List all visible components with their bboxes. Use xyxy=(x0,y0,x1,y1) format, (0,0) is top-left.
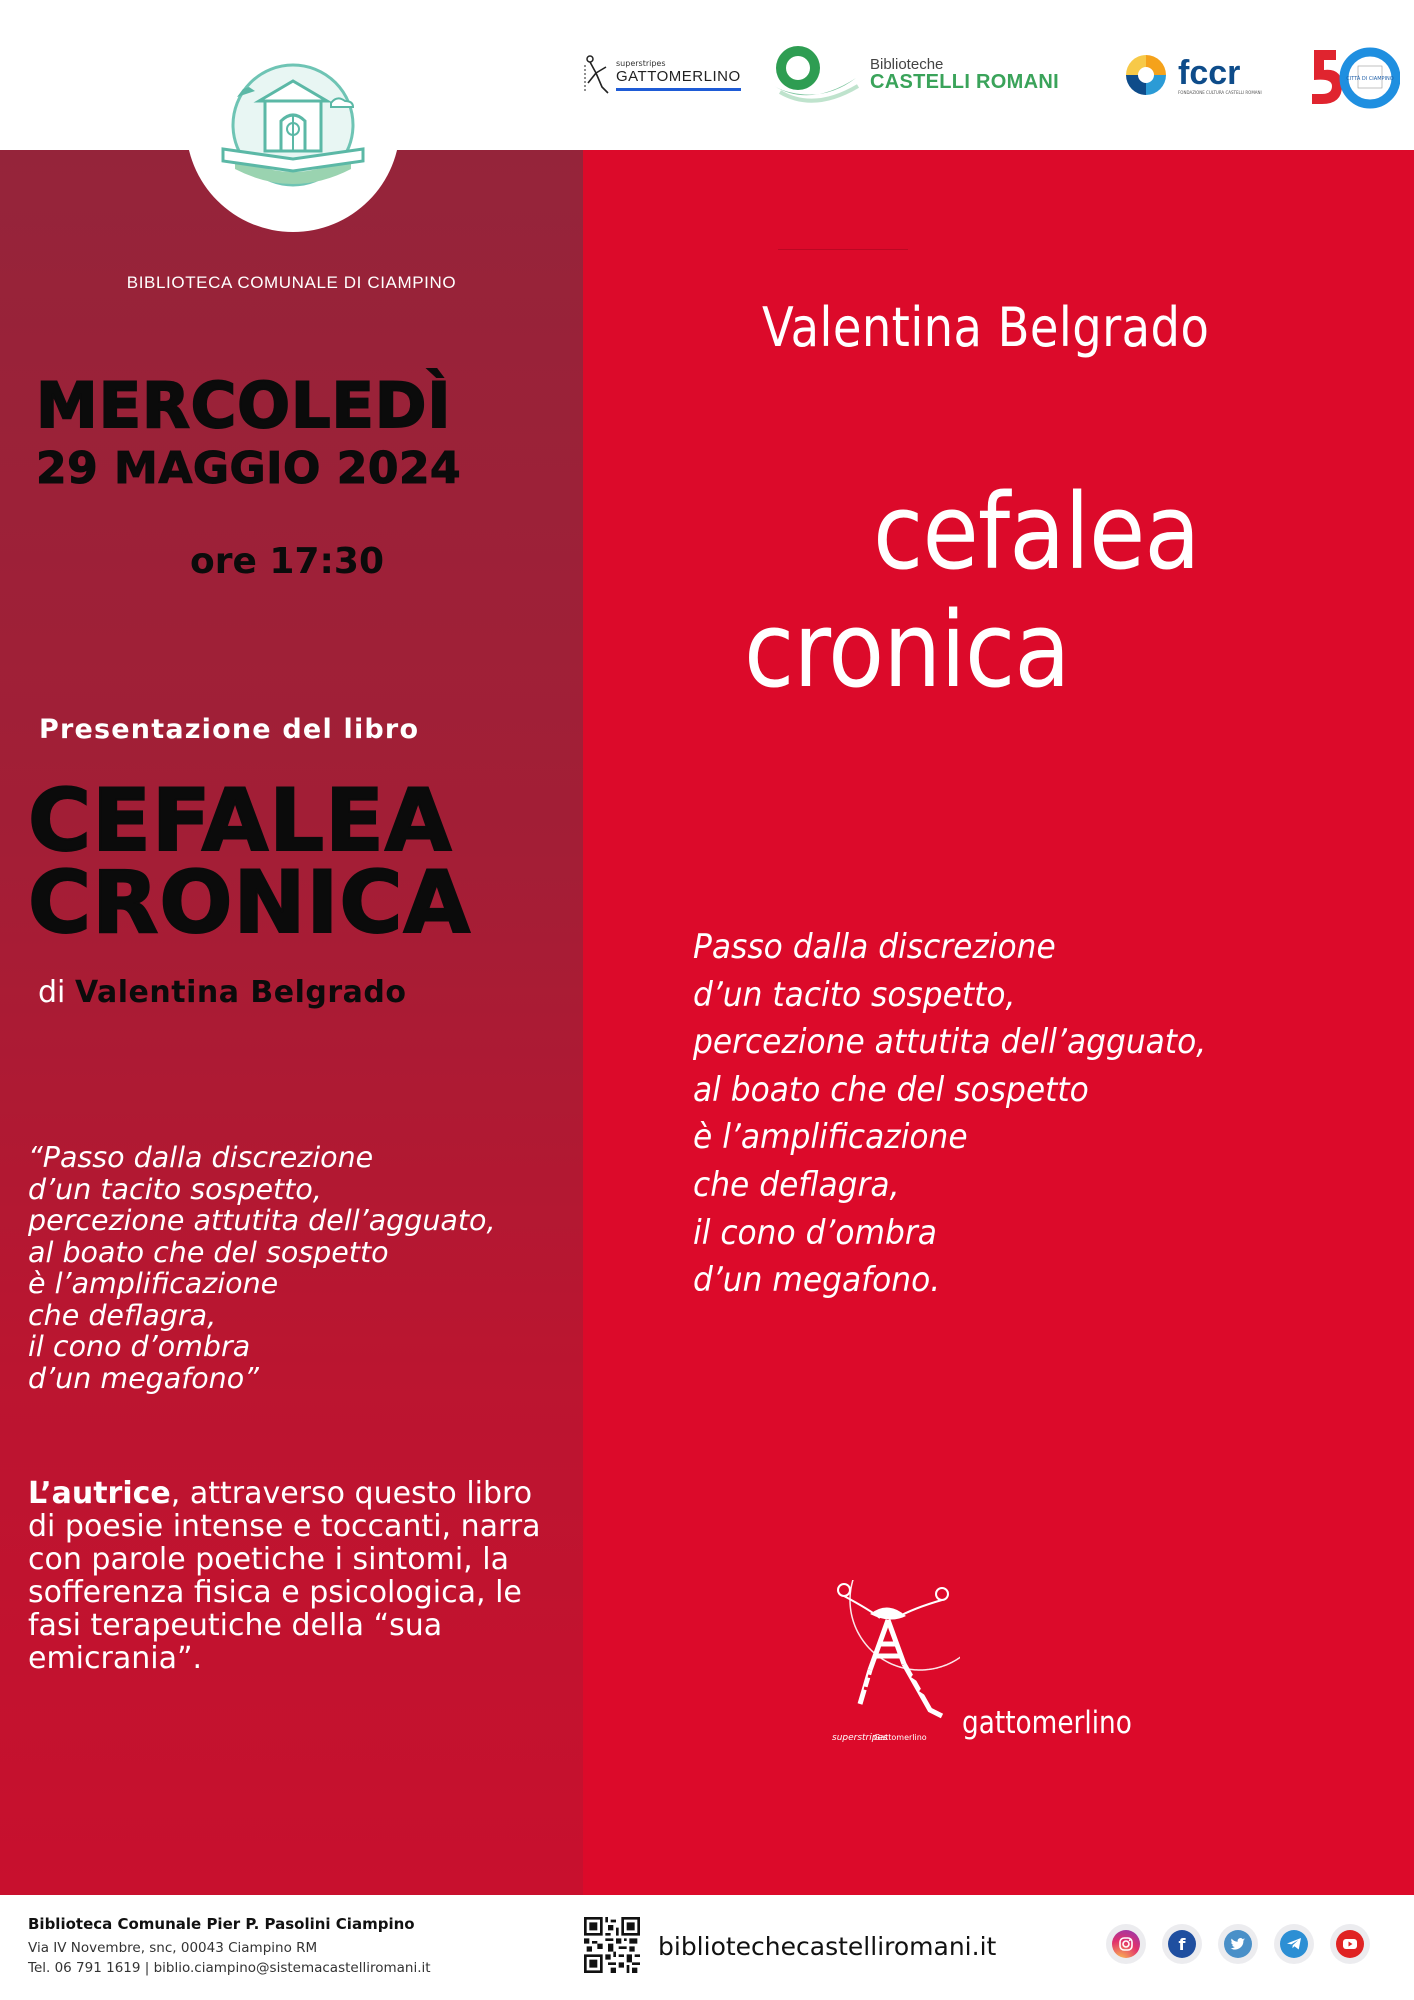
castelli-name: CASTELLI ROMANI xyxy=(870,71,1059,94)
library-name: BIBLIOTECA COMUNALE DI CIAMPINO xyxy=(126,273,457,292)
poem-quote xyxy=(28,1142,496,1394)
footer-library-name: Biblioteca Comunale Pier P. Pasolini Ciampino xyxy=(28,1915,415,1933)
cover-poem-line: al boato che del sospetto xyxy=(693,1069,1089,1110)
event-day: MERCOLEDÌ xyxy=(36,369,452,442)
quote-line: percezione attutita dell’agguato, xyxy=(28,1204,496,1237)
book-description xyxy=(28,1477,558,1675)
cover-title-line1: cefalea xyxy=(873,471,1200,593)
event-date: 29 MAGGIO 2024 xyxy=(36,443,462,494)
author-line xyxy=(38,975,407,1010)
publisher-logo xyxy=(830,1580,1170,1750)
facebook-icon[interactable]: f xyxy=(1162,1924,1202,1964)
fccr-name: fccr xyxy=(1178,53,1241,92)
ciampino-text: CITTÀ DI CIAMPINO xyxy=(1346,76,1394,82)
partner-logo-castelli-romani xyxy=(770,40,1059,110)
partner-logo-fccr xyxy=(1122,40,1262,110)
library-logo xyxy=(186,18,400,232)
cover-poem-line: il cono d’ombra xyxy=(693,1212,937,1253)
social-links xyxy=(1106,1924,1370,1964)
quote-line: d’un megafono” xyxy=(28,1361,259,1395)
presentation-label: Presentazione del libro xyxy=(39,714,420,745)
cover-poem-line: d’un tacito sospetto, xyxy=(693,974,1016,1015)
publisher-side-label: superstripes xyxy=(832,1733,888,1743)
cover-poem xyxy=(693,924,1206,1305)
partner-logo-ciampino-50 xyxy=(1308,40,1400,110)
description-bold: L’autrice xyxy=(28,1476,171,1511)
cover-poem-line: Passo dalla discrezione xyxy=(693,927,1056,967)
publisher-tiny-label: Gattomerlino xyxy=(874,1733,927,1742)
author-name: Valentina Belgrado xyxy=(74,975,407,1010)
footer xyxy=(0,1895,1414,2000)
library-building-icon xyxy=(213,59,373,199)
fccr-small-label: FONDAZIONE CULTURA CASTELLI ROMANI xyxy=(1178,89,1262,95)
cover-poem-line: è l’amplificazione xyxy=(693,1117,968,1158)
gattomerlino-small-label: superstripes xyxy=(616,59,666,68)
footer-contact: Tel. 06 791 1619 | biblio.ciampino@sistemacastelliromani.it xyxy=(28,1960,431,1976)
ciampino-50-icon xyxy=(1308,40,1400,110)
book-title-line2: CRONICA xyxy=(28,853,472,953)
description-text: , attraverso questo libro di poesie intense e toccanti, narra con parole poetiche i sintomi, la sofferenza fisica e psicologica, le fasi terapeutiche della “sua emicrania”. xyxy=(28,1476,541,1676)
partner-logo-gattomerlino xyxy=(582,40,741,110)
book-title xyxy=(28,771,472,953)
quote-line: “Passo dalla discrezione xyxy=(28,1141,374,1174)
cover-author: Valentina Belgrado xyxy=(762,296,1210,359)
cover-poem-line: che deflagra, xyxy=(693,1164,900,1205)
quote-line: che deflagra, xyxy=(28,1298,217,1332)
cover-title-line2: cronica xyxy=(744,589,1070,711)
youtube-icon[interactable] xyxy=(1330,1924,1370,1964)
twitter-icon[interactable] xyxy=(1218,1924,1258,1964)
event-time: ore 17:30 xyxy=(190,541,385,582)
telegram-icon[interactable] xyxy=(1274,1924,1314,1964)
quote-line: il cono d’ombra xyxy=(28,1330,251,1363)
castelli-small-label: Biblioteche xyxy=(870,55,944,73)
castelli-romani-icon xyxy=(770,42,860,108)
publisher-name: gattomerlino xyxy=(962,1705,1132,1741)
gattomerlino-icon xyxy=(582,53,610,97)
quote-line: d’un tacito sospetto, xyxy=(28,1172,322,1206)
book-title-line1: CEFALEA xyxy=(28,771,453,871)
author-prefix: di xyxy=(38,975,66,1010)
fccr-icon xyxy=(1122,51,1170,99)
quote-line: è l’amplificazione xyxy=(28,1267,279,1300)
cover-divider xyxy=(778,249,908,250)
qr-code-icon[interactable] xyxy=(584,1917,640,1973)
gattomerlino-name: GATTOMERLINO xyxy=(616,68,741,91)
quote-line: al boato che del sospetto xyxy=(28,1235,389,1269)
jester-icon xyxy=(830,1580,960,1750)
cover-poem-line: percezione attutita dell’agguato, xyxy=(693,1022,1207,1063)
website-link[interactable]: bibliotechecastelliromani.it xyxy=(658,1932,997,1961)
cover-poem-line: d’un megafono. xyxy=(693,1260,941,1301)
footer-address: Via IV Novembre, snc, 00043 Ciampino RM xyxy=(28,1940,318,1956)
instagram-icon[interactable] xyxy=(1106,1924,1146,1964)
